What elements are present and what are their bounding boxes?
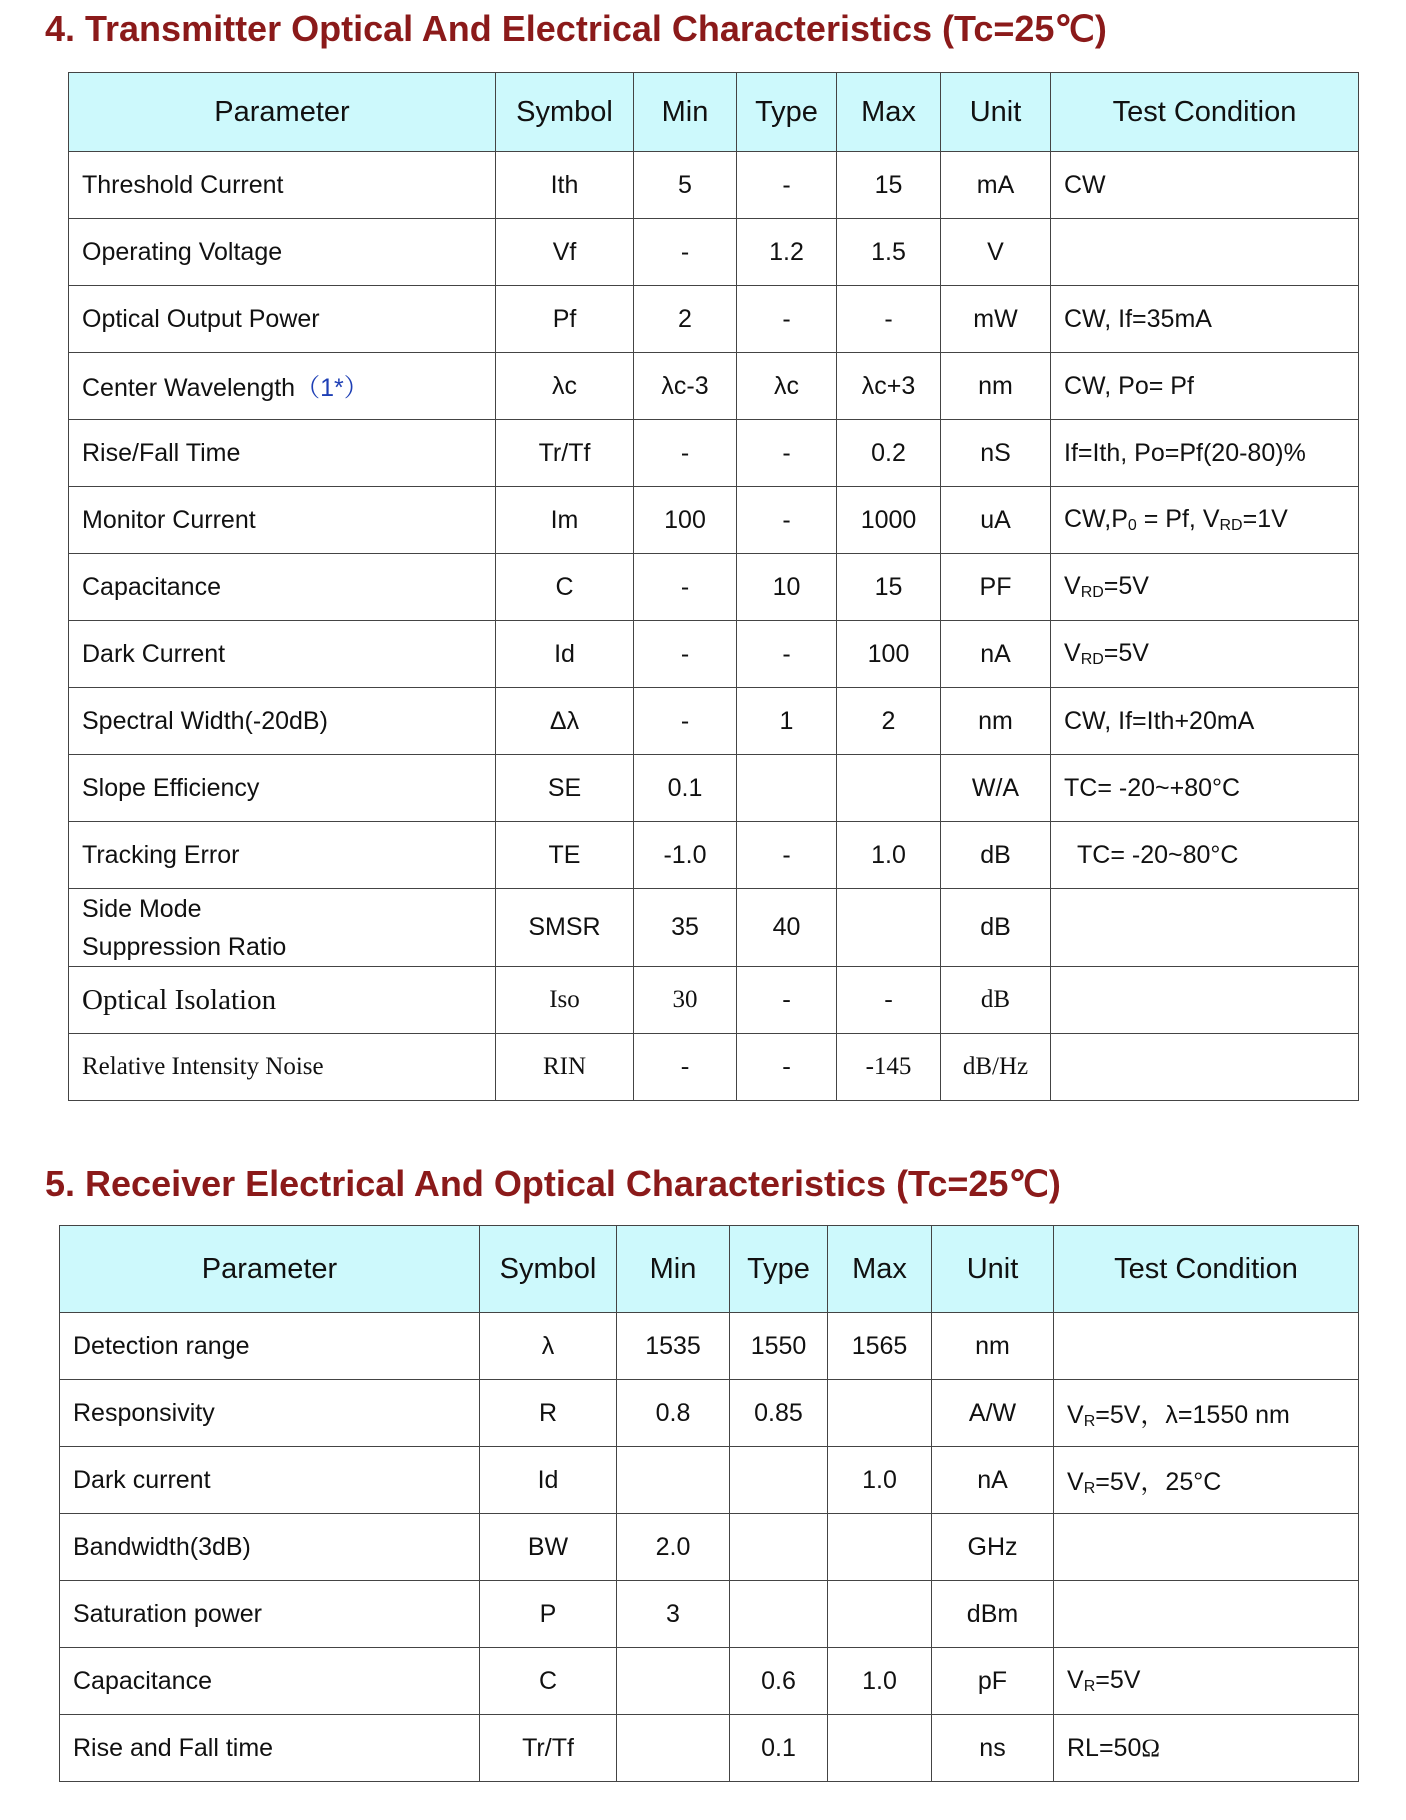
max-cell: [828, 1715, 932, 1782]
condition-subscript: R: [1083, 1678, 1096, 1695]
min-cell: 0.1: [634, 755, 737, 822]
unit-cell: dB: [941, 967, 1051, 1034]
min-cell: -: [634, 420, 737, 487]
table-row: [69, 755, 1359, 822]
parameter-cell: Capacitance: [60, 1648, 480, 1715]
condition-cell: [1054, 1380, 1359, 1447]
symbol-cell: SE: [496, 755, 634, 822]
condition-cell: [1054, 1581, 1359, 1648]
header-test-condition: Test Condition: [1051, 73, 1359, 152]
symbol-cell: TE: [496, 822, 634, 889]
header-type: Type: [730, 1226, 828, 1313]
condition-cell: [1051, 554, 1359, 621]
table-header-row: [60, 1226, 1359, 1313]
header-unit: Unit: [941, 73, 1051, 152]
transmitter-section-title: 4. Transmitter Optical And Electrical Characteristics (Tc=25℃): [45, 8, 1107, 49]
parameter-cell: Dark current: [60, 1447, 480, 1514]
symbol-cell: Pf: [496, 286, 634, 353]
unit-cell: GHz: [932, 1514, 1054, 1581]
table-row: [69, 152, 1359, 219]
header-test-condition: Test Condition: [1054, 1226, 1359, 1313]
condition-subscript: R: [1083, 1480, 1096, 1497]
min-cell: [617, 1648, 730, 1715]
parameter-cell: Operating Voltage: [69, 219, 496, 286]
table-row: [69, 967, 1359, 1034]
receiver-section-title: 5. Receiver Electrical And Optical Characteristics (Tc=25℃): [45, 1163, 1061, 1204]
unit-cell: dB/Hz: [941, 1034, 1051, 1101]
min-cell: -: [634, 621, 737, 688]
unit-cell: nS: [941, 420, 1051, 487]
condition-text: CW,P: [1064, 505, 1128, 533]
symbol-cell: Δλ: [496, 688, 634, 755]
type-cell: -: [737, 286, 837, 353]
unit-cell: nm: [932, 1313, 1054, 1380]
min-cell: 30: [634, 967, 737, 1034]
parameter-cell: Saturation power: [60, 1581, 480, 1648]
ohm-symbol: Ω: [1141, 1734, 1160, 1762]
symbol-cell: SMSR: [496, 889, 634, 967]
unit-cell: dB: [941, 822, 1051, 889]
condition-text: V: [1067, 1401, 1084, 1429]
condition-subscript: RD: [1080, 651, 1104, 668]
max-cell: -145: [837, 1034, 941, 1101]
condition-cell: [1054, 1715, 1359, 1782]
parameter-cell: Slope Efficiency: [69, 755, 496, 822]
table-row: [60, 1648, 1359, 1715]
unit-cell: W/A: [941, 755, 1051, 822]
unit-cell: nm: [941, 688, 1051, 755]
max-cell: [828, 1581, 932, 1648]
symbol-cell: Id: [480, 1447, 617, 1514]
max-cell: 15: [837, 152, 941, 219]
type-cell: -: [737, 1034, 837, 1101]
type-cell: -: [737, 621, 837, 688]
condition-cell: TC= -20~80°C: [1051, 822, 1359, 889]
condition-cell: If=Ith, Po=Pf(20-80)%: [1051, 420, 1359, 487]
condition-text: =5V: [1103, 639, 1149, 667]
unit-cell: mA: [941, 152, 1051, 219]
condition-cell: [1054, 1648, 1359, 1715]
receiver-characteristics-table: [59, 1225, 1359, 1782]
type-cell: -: [737, 487, 837, 554]
header-parameter: Parameter: [69, 73, 496, 152]
condition-cell: TC= -20~+80°C: [1051, 755, 1359, 822]
condition-cell: CW, If=35mA: [1051, 286, 1359, 353]
max-cell: 1.5: [837, 219, 941, 286]
type-cell: 1.2: [737, 219, 837, 286]
condition-text: =5V，25°C: [1095, 1468, 1222, 1496]
max-cell: 1.0: [828, 1648, 932, 1715]
condition-text: V: [1064, 572, 1081, 600]
type-cell: 40: [737, 889, 837, 967]
table-row: [69, 219, 1359, 286]
parameter-cell: Relative Intensity Noise: [69, 1034, 496, 1101]
type-cell: 0.1: [730, 1715, 828, 1782]
min-cell: -1.0: [634, 822, 737, 889]
table-row: [69, 688, 1359, 755]
condition-text: RL=50: [1067, 1733, 1142, 1762]
table-row: [60, 1313, 1359, 1380]
table-row: [69, 621, 1359, 688]
header-unit: Unit: [932, 1226, 1054, 1313]
type-cell: λc: [737, 353, 837, 420]
unit-cell: V: [941, 219, 1051, 286]
condition-cell: [1051, 487, 1359, 554]
header-symbol: Symbol: [496, 73, 634, 152]
type-cell: -: [737, 967, 837, 1034]
condition-cell: [1051, 889, 1359, 967]
type-cell: [737, 755, 837, 822]
header-parameter: Parameter: [60, 1226, 480, 1313]
condition-cell: [1051, 219, 1359, 286]
parameter-cell: Optical Output Power: [69, 286, 496, 353]
symbol-cell: C: [496, 554, 634, 621]
condition-text: V: [1067, 1666, 1084, 1694]
table-row: [69, 554, 1359, 621]
parameter-cell: [69, 889, 496, 967]
parameter-cell: Spectral Width(-20dB): [69, 688, 496, 755]
symbol-cell: λc: [496, 353, 634, 420]
header-symbol: Symbol: [480, 1226, 617, 1313]
condition-cell: [1054, 1447, 1359, 1514]
max-cell: 0.2: [837, 420, 941, 487]
table-header-row: [69, 73, 1359, 152]
condition-text: V: [1067, 1468, 1084, 1496]
condition-subscript: R: [1083, 1413, 1096, 1430]
symbol-cell: Tr/Tf: [496, 420, 634, 487]
parameter-cell: Optical Isolation: [69, 967, 496, 1034]
unit-cell: uA: [941, 487, 1051, 554]
header-min: Min: [617, 1226, 730, 1313]
symbol-cell: Vf: [496, 219, 634, 286]
table-row: [69, 889, 1359, 967]
symbol-cell: Ith: [496, 152, 634, 219]
condition-text: =5V: [1103, 572, 1149, 600]
min-cell: 35: [634, 889, 737, 967]
max-cell: [828, 1380, 932, 1447]
transmitter-characteristics-table: [68, 72, 1359, 1101]
type-cell: -: [737, 152, 837, 219]
condition-cell: CW: [1051, 152, 1359, 219]
symbol-cell: Im: [496, 487, 634, 554]
condition-text: =5V: [1095, 1666, 1141, 1694]
footnote-reference: （1*）: [295, 374, 369, 402]
table-row: [60, 1514, 1359, 1581]
table-row: [60, 1380, 1359, 1447]
parameter-cell: Monitor Current: [69, 487, 496, 554]
condition-subscript: 0: [1127, 517, 1137, 534]
table-row: [69, 822, 1359, 889]
min-cell: 2.0: [617, 1514, 730, 1581]
min-cell: -: [634, 1034, 737, 1101]
table-row: [60, 1581, 1359, 1648]
symbol-cell: Tr/Tf: [480, 1715, 617, 1782]
max-cell: -: [837, 967, 941, 1034]
type-cell: 0.85: [730, 1380, 828, 1447]
type-cell: 10: [737, 554, 837, 621]
unit-cell: mW: [941, 286, 1051, 353]
type-cell: -: [737, 822, 837, 889]
table-row: [60, 1715, 1359, 1782]
unit-cell: nA: [941, 621, 1051, 688]
min-cell: λc-3: [634, 353, 737, 420]
type-cell: 0.6: [730, 1648, 828, 1715]
unit-cell: ns: [932, 1715, 1054, 1782]
header-max: Max: [828, 1226, 932, 1313]
condition-cell: [1051, 1034, 1359, 1101]
max-cell: [837, 889, 941, 967]
parameter-cell: Dark Current: [69, 621, 496, 688]
max-cell: -: [837, 286, 941, 353]
symbol-cell: Id: [496, 621, 634, 688]
unit-cell: dBm: [932, 1581, 1054, 1648]
parameter-text: Center Wavelength: [82, 374, 296, 402]
parameter-cell: Responsivity: [60, 1380, 480, 1447]
type-cell: -: [737, 420, 837, 487]
parameter-text: Side Mode: [82, 894, 202, 923]
condition-text: V: [1064, 639, 1081, 667]
min-cell: 1535: [617, 1313, 730, 1380]
condition-subscript: RD: [1219, 517, 1243, 534]
max-cell: λc+3: [837, 353, 941, 420]
condition-cell: [1054, 1514, 1359, 1581]
table-row: [69, 286, 1359, 353]
condition-text: = Pf, V: [1136, 505, 1220, 533]
max-cell: 2: [837, 688, 941, 755]
table-row: [69, 487, 1359, 554]
symbol-cell: C: [480, 1648, 617, 1715]
condition-cell: [1054, 1313, 1359, 1380]
max-cell: [837, 755, 941, 822]
table-row: [69, 1034, 1359, 1101]
type-cell: [730, 1581, 828, 1648]
parameter-cell: Rise and Fall time: [60, 1715, 480, 1782]
parameter-cell: Tracking Error: [69, 822, 496, 889]
condition-cell: [1051, 967, 1359, 1034]
min-cell: 2: [634, 286, 737, 353]
max-cell: 1.0: [837, 822, 941, 889]
condition-cell: CW, If=Ith+20mA: [1051, 688, 1359, 755]
unit-cell: nA: [932, 1447, 1054, 1514]
parameter-text: Suppression Ratio: [82, 932, 287, 961]
min-cell: -: [634, 554, 737, 621]
symbol-cell: RIN: [496, 1034, 634, 1101]
condition-cell: CW, Po= Pf: [1051, 353, 1359, 420]
type-cell: 1550: [730, 1313, 828, 1380]
header-max: Max: [837, 73, 941, 152]
table-row: [60, 1447, 1359, 1514]
symbol-cell: λ: [480, 1313, 617, 1380]
min-cell: 0.8: [617, 1380, 730, 1447]
parameter-cell: [69, 353, 496, 420]
unit-cell: nm: [941, 353, 1051, 420]
unit-cell: dB: [941, 889, 1051, 967]
type-cell: [730, 1447, 828, 1514]
max-cell: 1000: [837, 487, 941, 554]
symbol-cell: R: [480, 1380, 617, 1447]
symbol-cell: BW: [480, 1514, 617, 1581]
max-cell: 1565: [828, 1313, 932, 1380]
min-cell: 5: [634, 152, 737, 219]
max-cell: 15: [837, 554, 941, 621]
symbol-cell: P: [480, 1581, 617, 1648]
condition-subscript: RD: [1080, 584, 1104, 601]
table-row: [69, 420, 1359, 487]
parameter-cell: Threshold Current: [69, 152, 496, 219]
unit-cell: pF: [932, 1648, 1054, 1715]
unit-cell: PF: [941, 554, 1051, 621]
header-min: Min: [634, 73, 737, 152]
max-cell: 1.0: [828, 1447, 932, 1514]
condition-text: =1V: [1242, 505, 1288, 533]
min-cell: 100: [634, 487, 737, 554]
min-cell: -: [634, 219, 737, 286]
max-cell: 100: [837, 621, 941, 688]
max-cell: [828, 1514, 932, 1581]
symbol-cell: Iso: [496, 967, 634, 1034]
parameter-cell: Rise/Fall Time: [69, 420, 496, 487]
table-row: [69, 353, 1359, 420]
unit-cell: A/W: [932, 1380, 1054, 1447]
min-cell: -: [634, 688, 737, 755]
parameter-cell: Capacitance: [69, 554, 496, 621]
parameter-cell: Bandwidth(3dB): [60, 1514, 480, 1581]
min-cell: 3: [617, 1581, 730, 1648]
min-cell: [617, 1447, 730, 1514]
condition-cell: [1051, 621, 1359, 688]
min-cell: [617, 1715, 730, 1782]
type-cell: 1: [737, 688, 837, 755]
type-cell: [730, 1514, 828, 1581]
parameter-cell: Detection range: [60, 1313, 480, 1380]
header-type: Type: [737, 73, 837, 152]
condition-text: =5V，λ=1550 nm: [1095, 1401, 1290, 1429]
